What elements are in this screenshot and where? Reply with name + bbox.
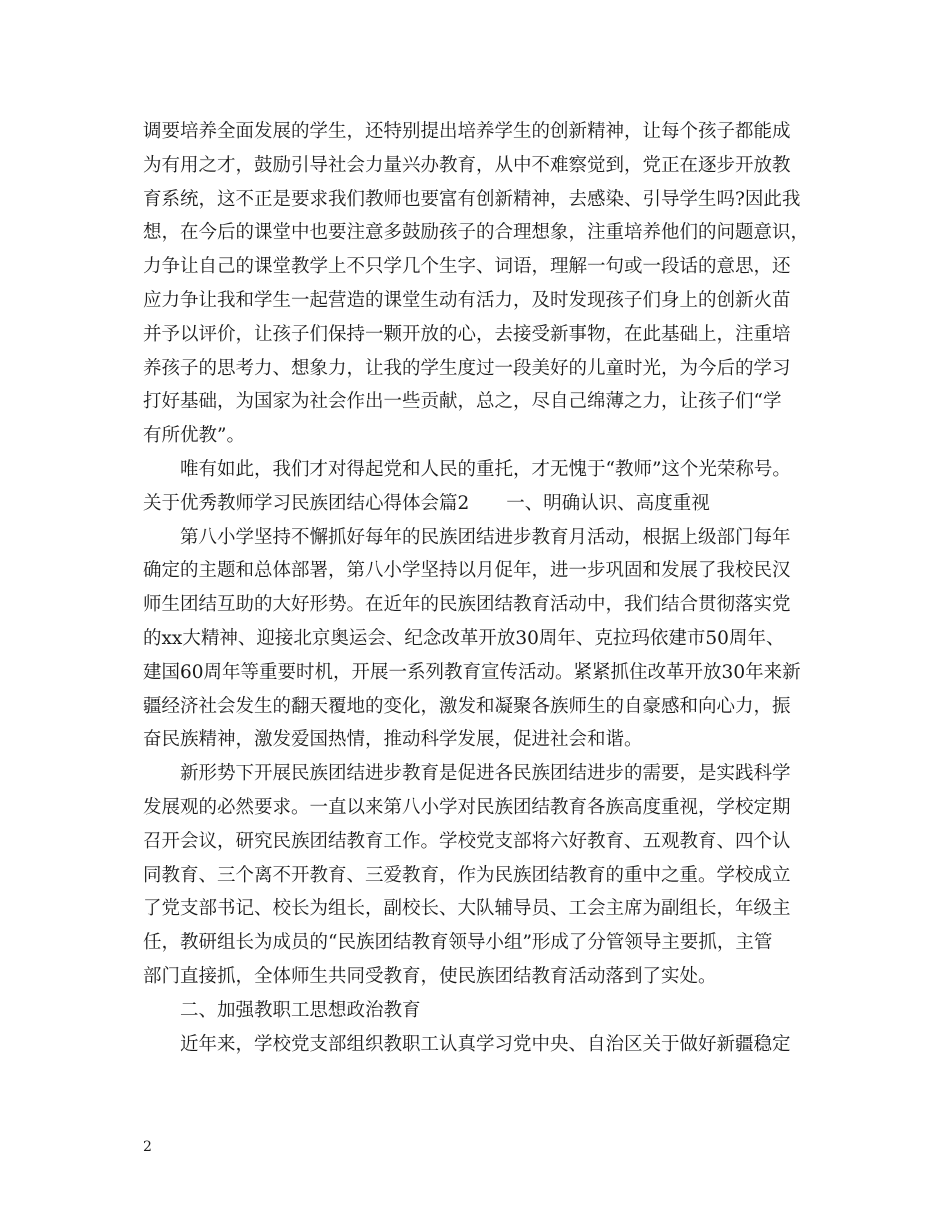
text-line: 师生团结互助的大好形势。在近年的民族团结教育活动中，我们结合贯彻落实党 (143, 594, 791, 616)
text-line: 发展观的必然要求。一直以来第八小学对民族团结教育各族高度重视，学校定期 (143, 796, 791, 818)
text-line: 召开会议，研究民族团结教育工作。学校党支部将六好教育、五观教育、四个认 (143, 830, 791, 852)
text-line: 的xx大精神、迎接北京奥运会、纪念改革开放30周年、克拉玛依建市50周年、 (143, 627, 785, 649)
text-line: 为有用之才，鼓励引导社会力量兴办教育，从中不难察觉到，党正在逐步开放教 (143, 154, 791, 176)
text-line: 奋民族精神，激发爱国热情，推动科学发展，促进社会和谐。 (143, 729, 643, 751)
body-text (143, 115, 825, 1061)
text-line: 任，教研组长为成员的“民族团结教育领导小组”形成了分管领导主要抓，主管 (143, 932, 773, 954)
text-line: 了党支部书记、校长为组长，副校长、大队辅导员、工会主席为副组长，年级主 (143, 898, 791, 920)
page-number: 2 (143, 1139, 152, 1155)
text-line: 新形势下开展民族团结进步教育是促进各民族团结进步的需要，是实践科学 (180, 763, 791, 785)
text-line: 育系统，这不正是要求我们教师也要富有创新精神，去感染、引导学生吗?因此我 (143, 188, 801, 210)
text-line: 养孩子的思考力、想象力，让我的学生度过一段美好的儿童时光，为今后的学习 (143, 357, 791, 379)
text-line: 想，在今后的课堂中也要注意多鼓励孩子的合理想象，注重培养他们的问题意识， (143, 222, 810, 244)
text-line: 并予以评价，让孩子们保持一颗开放的心，去接受新事物，在此基础上，注重培 (143, 323, 791, 345)
text-line: 建国60周年等重要时机，开展一系列教育宣传活动。紧紧抓住改革开放30年来新 (143, 661, 801, 683)
text-line: 力争让自己的课堂教学上不只学几个生字、词语，理解一句或一段话的意思，还 (143, 256, 791, 278)
text-line: 同教育、三个离不开教育、三爱教育，作为民族团结教育的重中之重。学校成立 (143, 864, 791, 886)
text-line: 唯有如此，我们才对得起党和人民的重托，才无愧于“教师”这个光荣称号。 (180, 458, 791, 480)
text-line: 应力争让我和学生一起营造的课堂生动有活力，及时发现孩子们身上的创新火苗 (143, 289, 791, 311)
text-line: 确定的主题和总体部署，第八小学坚持以月促年，进一步巩固和发展了我校民汉 (143, 560, 791, 582)
section-heading: 二、加强教职工思想政治教育 (180, 999, 421, 1021)
text-line: 疆经济社会发生的翻天覆地的变化，激发和凝聚各族师生的自豪感和向心力，振 (143, 695, 791, 717)
text-line: 第八小学坚持不懈抓好每年的民族团结进步教育月活动，根据上级部门每年 (180, 526, 791, 548)
text-line: 部门直接抓，全体师生共同受教育，使民族团结教育活动落到了实处。 (143, 965, 717, 987)
section-heading: 关于优秀教师学习民族团结心得体会篇2 一、明确认识、高度重视 (143, 492, 710, 514)
text-line: 调要培养全面发展的学生，还特别提出培养学生的创新精神，让每个孩子都能成 (143, 121, 791, 142)
text-line: 打好基础，为国家为社会作出一些贡献，总之，尽自己绵薄之力，让孩子们“学 (143, 391, 782, 413)
text-line: 有所优教”。 (143, 425, 245, 447)
text-line: 近年来，学校党支部组织教职工认真学习党中央、自治区关于做好新疆稳定 (180, 1033, 791, 1055)
